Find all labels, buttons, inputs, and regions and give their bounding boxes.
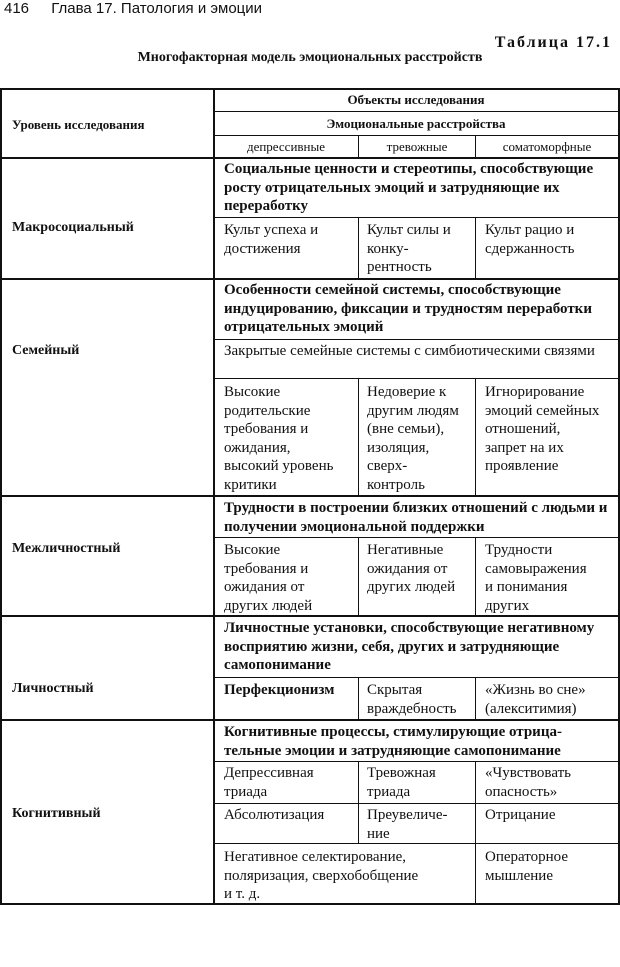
interpersonal-depressive: Высокие требования и ожидания от других людей (224, 542, 313, 614)
level-cognitive: Когнитивный (12, 806, 101, 821)
table-title: Многофакторная модель эмоциональных расстройств (137, 50, 483, 65)
header-anxious: тревожные (386, 139, 448, 154)
interpersonal-somatoform: Трудности самовыражения и понимания других (485, 542, 587, 614)
macro-depressive: Культ успеха и достижения (224, 222, 319, 257)
running-head (4, 0, 262, 17)
personal-somatoform: «Жизнь во сне» (алекситимия) (485, 682, 586, 717)
header-depressive: депрессивные (246, 139, 326, 154)
interpersonal-summary: Трудности в построении близких отношений с людьми и получении эмоциональной поддержки (224, 500, 608, 535)
macro-summary: Социальные ценности и стереотипы, способствующие росту отрицательных эмоций и затрудняющие их переработку (224, 161, 594, 214)
level-macrosocial: Макросоциальный (12, 220, 134, 235)
personal-anxious: Скрытая враждебность (367, 682, 457, 717)
table-label: Таблица 17.1 (494, 34, 612, 51)
header-disorders: Эмоциональные расстройства (326, 116, 506, 131)
cognitive-somatoform-3: Операторное мышление (485, 849, 569, 884)
cognitive-depressive-1: Депрессивная триада (224, 765, 314, 800)
family-depressive: Высокие родительские требования и ожидания, высокий уровень критики (224, 384, 334, 493)
chapter-title: Глава 17. Патология и эмоции (51, 0, 263, 17)
family-somatoform: Игнорирование эмоций семейных отношений, запрет на их проявление (485, 384, 600, 474)
macro-somatoform: Культ рацио и сдержанность (485, 222, 575, 257)
interpersonal-anxious: Негативные ожидания от других людей (367, 542, 456, 595)
family-summary: Особенности семейной системы, способствующие индуцированию, фиксации и трудностям переработки отрицательных эмоций (224, 282, 592, 335)
cognitive-somatoform-1: «Чувствовать опасность» (485, 765, 571, 800)
family-shared: Закрытые семейные системы с симбиотическими связями (224, 343, 595, 359)
family-anxious: Недоверие к другим людям (вне семьи), изоляция, сверх- контроль (367, 384, 459, 493)
cognitive-depressive-2: Абсолютизация (224, 807, 325, 823)
cognitive-depressive-anxious-3: Негативное селектирование, поляризация, сверхобобщение и т. д. (224, 849, 419, 902)
cognitive-anxious-2: Преувеличе- ние (367, 807, 448, 842)
level-interpersonal: Межличностный (12, 541, 121, 556)
personal-summary: Личностные установки, способствующие негативному восприятию жизни, себя, других и затрудняющие самопонимание (224, 620, 595, 673)
level-personal: Личностный (12, 681, 94, 696)
personal-depressive: Перфекционизм (224, 682, 335, 698)
header-level-column: Уровень исследования (12, 117, 145, 132)
header-objects: Объекты исследования (347, 92, 485, 107)
level-family: Семейный (12, 343, 80, 358)
cognitive-anxious-1: Тревожная триада (367, 765, 436, 800)
header-somatoform: соматоморфные (502, 139, 592, 154)
cognitive-summary: Когнитивные процессы, стимулирующие отрица- тельные эмоции и затрудняющие самопонимание (224, 724, 562, 759)
cognitive-somatoform-2: Отрицание (485, 807, 556, 823)
page-number: 416 (4, 0, 30, 17)
macro-anxious: Культ силы и конку- рентность (367, 222, 451, 275)
